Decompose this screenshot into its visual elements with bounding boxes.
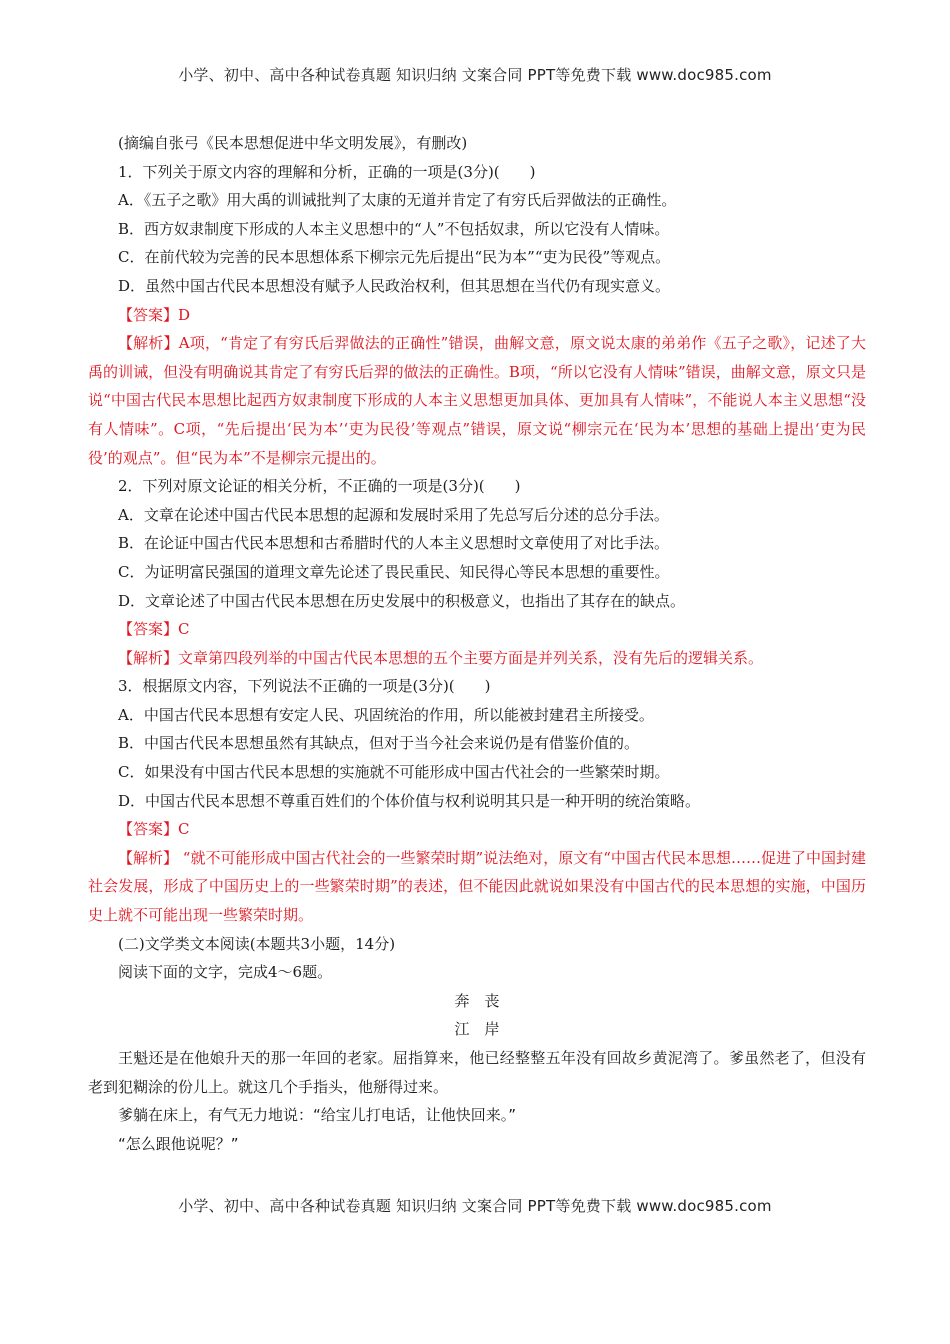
question-3-option-b: B．中国古代民本思想虽然有其缺点，但对于当今社会来说仍是有借鉴价值的。 xyxy=(118,734,640,753)
story-title: 奔 丧 xyxy=(454,991,500,1010)
answer-tag: 【答案】 xyxy=(118,620,179,639)
section-2-instruction: 阅读下面的文字，完成4～6题。 xyxy=(118,963,333,982)
story-author: 江 岸 xyxy=(454,1020,500,1039)
answer-tag: 【答案】 xyxy=(118,820,179,839)
answer-tag: 【答案】 xyxy=(118,305,179,324)
source-note: (摘编自张弓《民本思想促进中华文明发展》，有删改) xyxy=(118,134,468,152)
analysis-tag: 【解析】 xyxy=(118,848,179,867)
analysis-text: A项，“肯定了有穷氏后羿做法的正确性”错误，曲解文意，原文说太康的弟弟作《五子之歌》，记述了大禹的训诫，但没有明确说其肯定了有穷氏后羿的做法的正确性。B项，“所以它没有人情味”错误，曲解文意，原文只是说“中国古代民本思想比起西方奴隶制度下形成的人本主义思想更加具体、更加具有人情味”，不能说人本主义思想“没有人情味”。C项，“先后提出‘民为本’‘吏为民役’等观点”错误，原文说“柳宗元在‘民为本’思想的基础上提出‘吏为民役’的观点”。但“民为本”不是柳宗元提出的。 xyxy=(88,334,866,467)
section-2-heading: (二)文学类文本阅读(本题共3小题，14分) xyxy=(118,934,396,953)
answer-value: C xyxy=(178,620,190,639)
analysis-tag: 【解析】 xyxy=(118,648,179,667)
question-1-stem: 1．下列关于原文内容的理解和分析，正确的一项是(3分)( ) xyxy=(118,162,536,181)
story-paragraph: 王魁还是在他娘升天的那一年回的老家。屈指算来，他已经整整五年没有回故乡黄泥湾了。爹虽然老了，但没有老到犯糊涂的份儿上。就这几个手指头，他掰得过来。 xyxy=(88,1049,866,1096)
analysis-text: 文章第四段列举的中国古代民本思想的五个主要方面是并列关系，没有先后的逻辑关系。 xyxy=(178,648,764,667)
story-paragraph: “怎么跟他说呢？” xyxy=(118,1134,239,1153)
question-2-analysis xyxy=(88,644,866,673)
question-1-analysis xyxy=(88,329,866,472)
question-3-answer xyxy=(88,815,866,844)
analysis-tag: 【解析】 xyxy=(118,334,179,353)
question-3-analysis xyxy=(88,844,866,930)
analysis-text: “就不可能形成中国古代社会的一些繁荣时期”说法绝对，原文有“中国古代民本思想……促进了中国封建社会发展，形成了中国历史上的一些繁荣时期”的表述，但不能因此就说如果没有中国古代的民本思想的实施，中国历史上就不可能出现一些繁荣时期。 xyxy=(88,848,866,925)
question-2-option-c: C．为证明富民强国的道理文章先论述了畏民重民、知民得心等民本思想的重要性。 xyxy=(118,562,670,581)
question-2-option-b: B．在论证中国古代民本思想和古希腊时代的人本主义思想时文章使用了对比手法。 xyxy=(118,534,670,553)
question-1-option-c: C．在前代较为完善的民本思想体系下柳宗元先后提出“民为本”“吏为民役”等观点。 xyxy=(118,248,671,267)
question-1-option-d: D．虽然中国古代民本思想没有赋予人民政治权利，但其思想在当代仍有现实意义。 xyxy=(118,276,671,295)
answer-value: D xyxy=(178,305,191,324)
question-3-option-a: A．中国古代民本思想有安定人民、巩固统治的作用，所以能被封建君主所接受。 xyxy=(118,705,654,724)
header-banner: 小学、初中、高中各种试卷真题 知识归纳 文案合同 PPT等免费下载 www.doc985.com xyxy=(178,66,772,84)
question-3-option-c: C．如果没有中国古代民本思想的实施就不可能形成中国古代社会的一些繁荣时期。 xyxy=(118,763,670,782)
question-3-stem: 3．根据原文内容，下列说法不正确的一项是(3分)( ) xyxy=(118,677,491,696)
question-1-option-b: B．西方奴隶制度下形成的人本主义思想中的“人”不包括奴隶，所以它没有人情味。 xyxy=(118,219,670,238)
question-1-answer xyxy=(88,301,866,330)
question-3-option-d: D．中国古代民本思想不尊重百姓们的个体价值与权利说明其只是一种开明的统治策略。 xyxy=(118,791,701,810)
question-2-stem: 2．下列对原文论证的相关分析，不正确的一项是(3分)( ) xyxy=(118,477,521,496)
answer-value: C xyxy=(178,820,190,839)
document-body xyxy=(88,129,866,1158)
question-1-option-a: A．《五子之歌》用大禹的训诫批判了太康的无道并肯定了有穷氏后羿做法的正确性。 xyxy=(118,191,677,210)
question-2-option-d: D．文章论述了中国古代民本思想在历史发展中的积极意义，也指出了其存在的缺点。 xyxy=(118,591,686,610)
story-paragraph: 爹躺在床上，有气无力地说：“给宝儿打电话，让他快回来。” xyxy=(118,1106,517,1125)
question-2-answer xyxy=(88,615,866,644)
footer-banner: 小学、初中、高中各种试卷真题 知识归纳 文案合同 PPT等免费下载 www.doc985.com xyxy=(178,1197,772,1215)
question-2-option-a: A．文章在论述中国古代民本思想的起源和发展时采用了先总写后分述的总分手法。 xyxy=(118,505,669,524)
